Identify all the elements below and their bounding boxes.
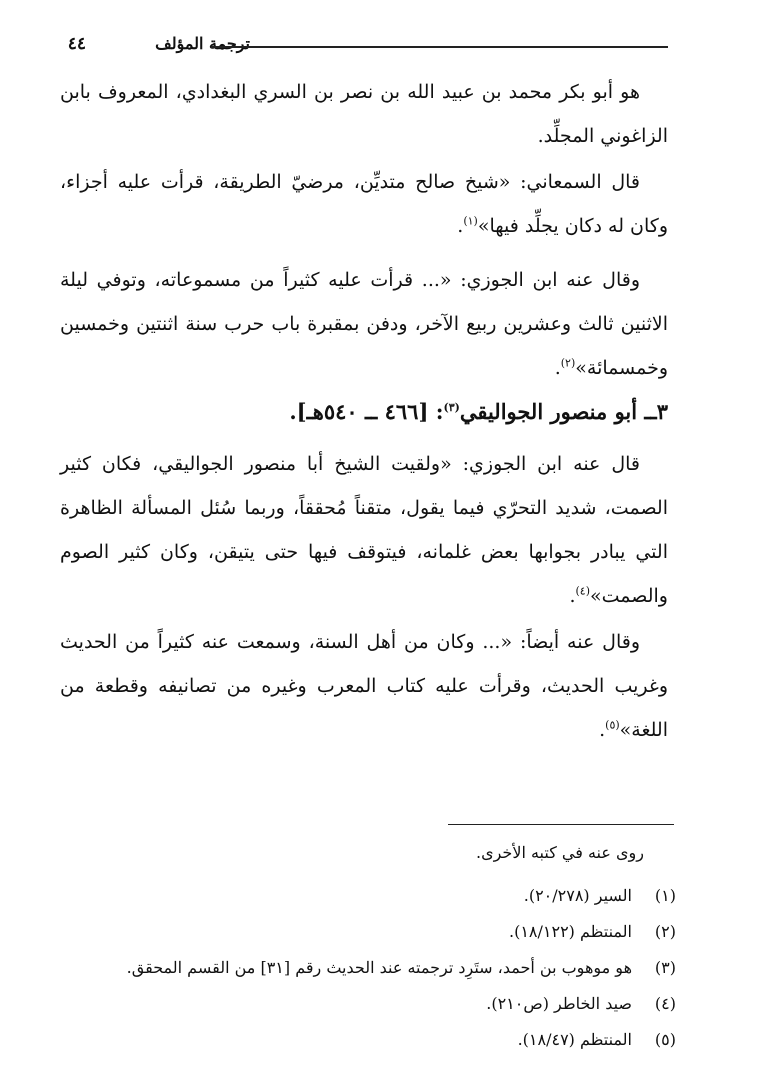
footnote-number: (٣) <box>654 958 676 977</box>
footnote-ref-4[interactable]: (٤) <box>575 584 590 598</box>
footnote-ref-2[interactable]: (٢) <box>560 356 576 370</box>
header-rule <box>211 46 668 48</box>
footnote-number: (٥) <box>654 1030 676 1049</box>
footnote-text: المنتظم (١٨/٤٧). <box>517 1030 632 1049</box>
footnote-item <box>60 986 676 1022</box>
heading-dates: : [٤٦٦ ــ ٥٤٠هـ]. <box>289 399 444 424</box>
footnote-text: هو موهوب بن أحمد، ستَرِد ترجمته عند الحديث رقم [٣١] من القسم المحقق. <box>126 958 632 977</box>
paragraph-1-text: هو أبو بكر محمد بن عبيد الله بن نصر بن السري البغدادي، المعروف بابن الزاغوني المجلِّد. <box>60 81 668 147</box>
footnote-continuation: روى عنه في كتبه الأخرى. <box>475 843 644 862</box>
footnote-ref-3[interactable]: (٣) <box>443 401 460 414</box>
paragraph-5: وقال عنه أيضاً: «... وكان من أهل السنة، وسمعت عنه كثيراً من الحديث وغريب الحديث، وقرأت عليه كتاب المعرب وغيره من تصانيفه وقطعة من اللغة»$^{(٥)}$. <box>60 631 668 741</box>
footnotes <box>60 838 676 1058</box>
footnote-ref-1[interactable]: (١) <box>463 214 478 228</box>
footnote-number: (١) <box>654 886 676 905</box>
footnote-item <box>60 878 676 914</box>
footnote-text: المنتظم (١٨/١٢٢). <box>508 922 632 941</box>
footnote-text: صيد الخاطر (ص٢١٠). <box>486 994 632 1013</box>
footnote-number: (٤) <box>654 994 676 1013</box>
paragraph-3: وقال عنه ابن الجوزي: «... قرأت عليه كثيراً من مسموعاته، وتوفي ليلة الاثنين ثالث وعشرين ربيع الآخر، ودفن بمقبرة باب حرب سنة اثنتين وخمسين وخمسمائة»$^{(٢)}$. <box>60 269 668 379</box>
paragraph-4: قال عنه ابن الجوزي: «ولقيت الشيخ أبا منصور الجواليقي، فكان كثير الصمت، شديد التحرّي فيما يقول، متقناً مُحققاً، وربما سُئل المسألة الظاهرة التي يبادر بجوابها بعض غلمانه، فيتوقف فيها حتى يتيقن، وكان كثير الصوم والصمت»$^{(٤)}$. <box>60 453 668 607</box>
footnote-number: (٢) <box>654 922 676 941</box>
footnote-item <box>60 914 676 950</box>
page-number: ٤٤ <box>67 34 86 54</box>
footnote-item <box>60 1022 676 1058</box>
paragraph-4-text: قال عنه ابن الجوزي: «ولقيت الشيخ أبا منصور الجواليقي، فكان كثير الصمت، شديد التحرّي فيما يقول، متقناً مُحققاً، وربما سُئل المسألة الظاهرة التي يبادر بجوابها بعض غلمانه، فيتوقف فيها حتى يتيقن، وكان كثير الصوم والصمت» <box>60 453 668 607</box>
paragraph-2-text: قال السمعاني: «شيخ صالح متديِّن، مرضيّ الطريقة، قرأت عليه أجزاء، وكان له دكان يجلِّد فيها» <box>60 171 668 237</box>
footnote-ref-5[interactable]: (٥) <box>605 718 620 732</box>
footnote-item <box>60 950 676 986</box>
paragraph-3-text: وقال عنه ابن الجوزي: «... قرأت عليه كثيراً من مسموعاته، وتوفي ليلة الاثنين ثالث وعشرين ربيع الآخر، ودفن بمقبرة باب حرب سنة اثنتين وخمسين وخمسمائة» <box>60 269 668 379</box>
paragraph-5-text: وقال عنه أيضاً: «... وكان من أهل السنة، وسمعت عنه كثيراً من الحديث وغريب الحديث، وقرأت عليه كتاب المعرب وغيره من تصانيفه وقطعة من اللغة» <box>60 631 668 741</box>
paragraph-2: قال السمعاني: «شيخ صالح متديِّن، مرضيّ الطريقة، قرأت عليه أجزاء، وكان له دكان يجلِّد فيها»$^{(١)}$. <box>60 171 668 237</box>
header-title: ترجمة المؤلف <box>155 34 250 53</box>
running-header <box>36 34 668 64</box>
paragraph-1 <box>60 70 668 158</box>
footnote-separator <box>448 824 674 825</box>
section-heading <box>60 392 668 432</box>
heading-text: ٣ــ أبو منصور الجواليقي <box>459 399 668 424</box>
footnote-text: السير (٢٠/٢٧٨). <box>523 886 632 905</box>
